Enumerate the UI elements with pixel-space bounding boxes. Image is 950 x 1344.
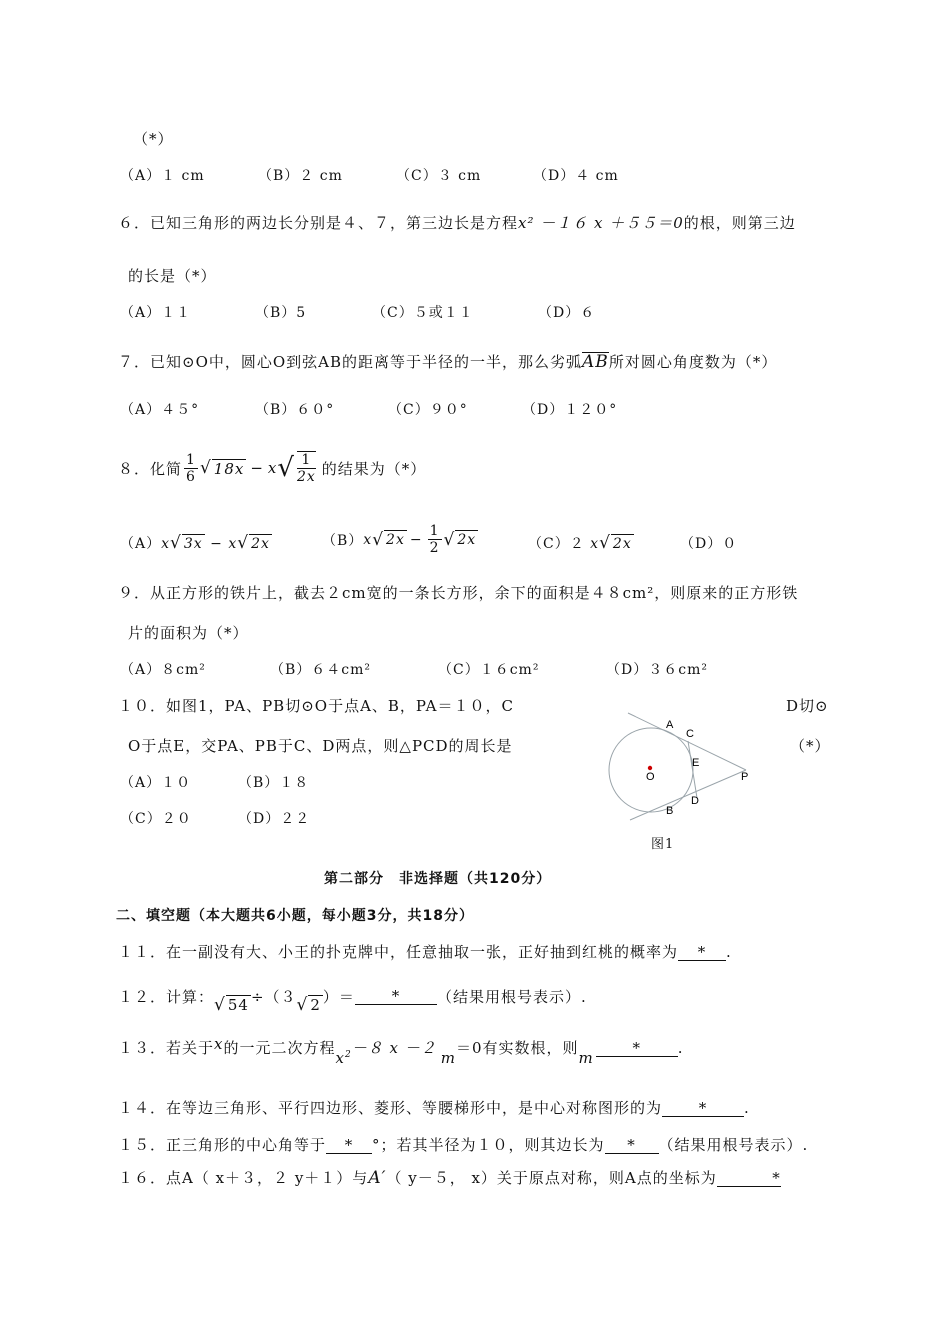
q8-stem: ８．化简 $\frac{1}{6}$ √ 18x − x √ $\frac{1}{2x}$ 的结果为（*） [118, 451, 427, 485]
figure-1-caption: 图1 [651, 837, 675, 852]
q16-a-prime: A′ [368, 1168, 387, 1188]
q15-stem-pre: １５．正三角形的中心角等于 [118, 1136, 327, 1154]
q6-option-b: （B）5 [255, 305, 307, 321]
q15-answer-blank-1[interactable]: * [326, 1137, 372, 1154]
q14-stem-text: １４．在等边三角形、平行四边形、菱形、等腰梯形中，是中心对称图形的为 [118, 1099, 663, 1117]
q9-option-d: （D）３６cm² [606, 662, 708, 678]
q15-answer-blank-2[interactable]: * [605, 1137, 659, 1154]
q6-equation: x² －１６ x ＋５５＝0 [518, 214, 684, 232]
q12-answer-blank[interactable]: * [355, 988, 437, 1005]
q8-stem-post: 的结果为（*） [321, 459, 427, 478]
q6-stem-pre: ６．已知三角形的两边长分别是４、７，第三边长是方程 [118, 214, 519, 232]
q10-option-c: （C）２０ [120, 811, 192, 827]
q16-stem-pre: １６．点A（ x＋３，２ y＋１）与 [118, 1169, 369, 1187]
q7-option-d: （D）１２０° [522, 402, 618, 418]
q10-stem-line1: １０．如图1，PA、PB切⊙O于点A、B，PA＝１０，C [118, 697, 514, 715]
q16-stem-mid: （ y－５， x）关于原点对称，则A点的坐标为 [386, 1169, 717, 1187]
q9-option-a: （A）８cm² [120, 662, 206, 678]
q9-option-c: （C）１６cm² [438, 662, 540, 678]
circle-o [609, 728, 693, 812]
q13-var-m: m [440, 1049, 456, 1067]
q10-answer-marker: （*） [790, 737, 831, 755]
q11-answer-blank[interactable]: * [678, 944, 726, 961]
q9-stem-cont: 片的面积为（*） [128, 624, 249, 642]
q7-option-c: （C）９０° [388, 402, 468, 418]
q12-sqrt-54: √ 54 [214, 995, 249, 1015]
q14-answer-blank[interactable]: * [662, 1100, 744, 1117]
q8-sqrt-fraction: $\frac{1}{2x}$ [296, 452, 316, 485]
tangent-cd [688, 741, 700, 798]
label-o: O [646, 771, 655, 783]
q14-end: . [744, 1099, 750, 1117]
label-b: B [666, 805, 674, 817]
q5-option-c: （C）３ cm [396, 168, 482, 184]
q5-answer-marker: （*） [133, 130, 174, 148]
q13-stem-post: ＝0有实数根，则 [455, 1039, 579, 1057]
q6-stem-post: 的根，则第三边 [683, 214, 796, 232]
q15-end: （结果用根号表示）. [658, 1136, 809, 1154]
q15-stem-mid: °；若其半径为１０，则其边长为 [372, 1136, 605, 1154]
q11-stem [118, 941, 732, 962]
q5-option-a: （A）１ cm [120, 168, 205, 184]
q13-stem: １３．若关于x的一元二次方程$x^2-8$ x －２m＝0有实数根，则m* . [118, 1035, 684, 1067]
q10-stem-line2: O于点E，交PA、PB于C、D两点，则△PCD的周长是 [128, 737, 513, 755]
q5-option-d: （D）４ cm [533, 168, 619, 184]
q7-arc-ab: AB [582, 352, 609, 372]
q10-option-a: （A）１０ [120, 775, 192, 791]
tangent-pa [628, 713, 746, 770]
q8-option-a: （A）x√ 3x − x√ 2x [120, 533, 270, 553]
part-2-title: 第二部分 非选择题（共120分） [324, 871, 552, 887]
q12-stem-post: ）＝ [322, 987, 355, 1006]
q8-option-c: （C）２ x√ 2x [528, 533, 632, 553]
q10-stem-line1-right: D切⊙ [786, 697, 829, 715]
q10-option-b: （B）１８ [238, 775, 310, 791]
q7-stem-pre: ７．已知⊙O中，圆心O到弦AB的距离等于半径的一半，那么劣弧 [118, 353, 583, 371]
q16-stem [118, 1167, 781, 1188]
q13-end: . [677, 1039, 684, 1057]
q6-option-a: （A）１１ [120, 305, 192, 321]
q6-option-d: （D）６ [538, 305, 596, 321]
q12-sqrt-2: √ 2 [296, 995, 321, 1015]
q7-option-b: （B）６０° [255, 402, 335, 418]
q7-stem [118, 351, 777, 372]
q8-fraction-one-sixth: $\frac{1}{6}$ [186, 451, 196, 485]
q13-var-x: x [214, 1035, 224, 1053]
q11-end: . [726, 943, 732, 961]
label-a: A [666, 719, 674, 731]
q14-stem [118, 1097, 750, 1118]
label-c: C [686, 728, 694, 740]
label-p: P [741, 771, 749, 783]
q12-stem [118, 977, 587, 1015]
q7-option-a: （A）４５° [120, 402, 200, 418]
q16-answer-blank[interactable]: * [717, 1170, 781, 1187]
label-e: E [692, 757, 700, 769]
q5-option-b: （B）２ cm [258, 168, 343, 184]
q12-end: （结果用根号表示）. [436, 987, 587, 1006]
q15-stem [118, 1134, 808, 1155]
q13-stem-pre: １３．若关于 [118, 1039, 215, 1057]
section-fill-in-heading: 二、填空题（本大题共6小题，每小题3分，共18分） [116, 908, 474, 924]
q11-stem-text: １１．在一副没有大、小王的扑克牌中，任意抽取一张，正好抽到红桃的概率为 [118, 943, 679, 961]
q12-stem-mid: ÷（３ [250, 987, 297, 1006]
q7-stem-post: 所对圆心角度数为（*） [608, 353, 778, 371]
label-d: D [691, 795, 699, 807]
q8-number: ８．化简 [118, 459, 183, 478]
q13-equation: －８ x －２ [351, 1039, 437, 1057]
figure-1-circle-tangents [600, 708, 770, 858]
q13-answer-blank[interactable]: * [596, 1040, 678, 1057]
center-point-o [648, 766, 652, 770]
q6-option-c: （C）５或１１ [372, 305, 474, 321]
q8-sqrt-18x: 18x [213, 459, 245, 478]
q9-option-b: （B）６４cm² [270, 662, 372, 678]
q8-option-b: （B） x √ 2x − $\frac{1}{2}$ √ 2x [322, 523, 477, 556]
q9-stem: ９．从正方形的铁片上，截去２cm宽的一条长方形，余下的面积是４８cm²，则原来的正方形铁 [118, 584, 799, 602]
q6-stem [118, 212, 796, 233]
q6-stem-cont: 的长是（*） [128, 267, 217, 285]
q8-option-d: （D）０ [680, 536, 738, 552]
q10-option-d: （D）２２ [238, 811, 311, 827]
q12-stem-pre: １２．计算： [118, 987, 215, 1006]
q13-stem-mid: 的一元二次方程 [223, 1039, 336, 1057]
